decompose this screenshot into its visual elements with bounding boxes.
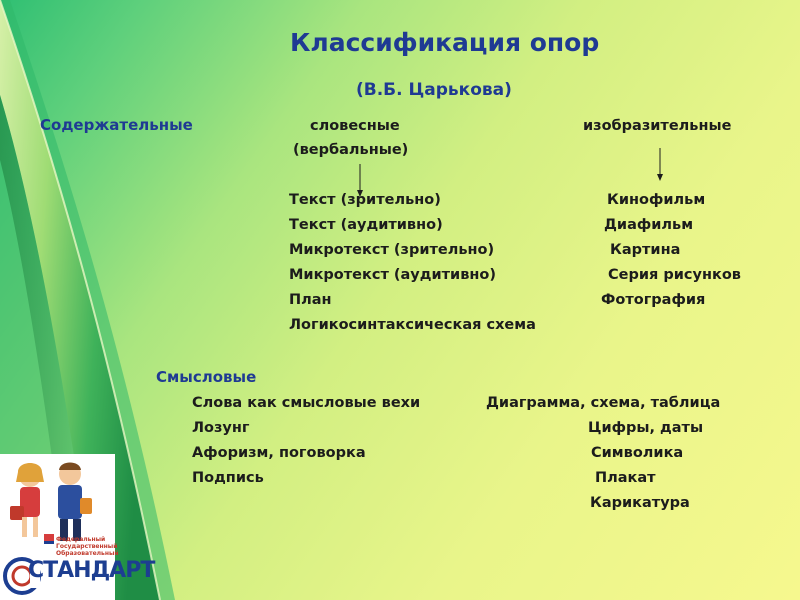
visual-item: Диафильм: [604, 217, 694, 233]
down-arrow-icon: [654, 148, 666, 182]
verbal-item: План: [289, 292, 332, 308]
semantic-right-item: Карикатура: [590, 495, 690, 511]
content-category-label: Содержательные: [40, 116, 193, 134]
semantic-category-label: Смысловые: [156, 368, 257, 386]
standard-logo: [0, 454, 155, 600]
semantic-right-item: Плакат: [595, 470, 656, 486]
semantic-right-item: Цифры, даты: [588, 420, 704, 436]
verbal-item: Текст (зрительно): [289, 192, 441, 208]
verbal-item: Микротекст (зрительно): [289, 242, 495, 258]
semantic-left-item: Слова как смысловые вехи: [192, 395, 421, 411]
verbal-item: Логикосинтаксическая схема: [289, 317, 536, 333]
logo-org-text: Федеральный Государственный Образовательный: [56, 536, 119, 557]
visual-item: Кинофильм: [607, 192, 706, 208]
verbal-item: Микротекст (аудитивно): [289, 267, 496, 283]
slide-title: Классификация опор: [290, 28, 600, 57]
semantic-right-item: Символика: [591, 445, 684, 461]
verbal-header: словесные: [310, 118, 400, 134]
slide-subtitle: (В.Б. Царькова): [356, 80, 512, 100]
semantic-right-item: Диаграмма, схема, таблица: [486, 395, 721, 411]
semantic-left-item: Афоризм, поговорка: [192, 445, 366, 461]
verbal-header-sub: (вербальные): [293, 142, 409, 158]
semantic-left-item: Подпись: [192, 470, 264, 486]
visual-item: Фотография: [601, 292, 706, 308]
verbal-item: Текст (аудитивно): [289, 217, 443, 233]
visual-item: Картина: [610, 242, 681, 258]
semantic-left-item: Лозунг: [192, 420, 250, 436]
visual-header: изобразительные: [583, 118, 732, 134]
visual-item: Серия рисунков: [608, 267, 741, 283]
logo-brand: СТАНДАРТ: [28, 558, 155, 583]
